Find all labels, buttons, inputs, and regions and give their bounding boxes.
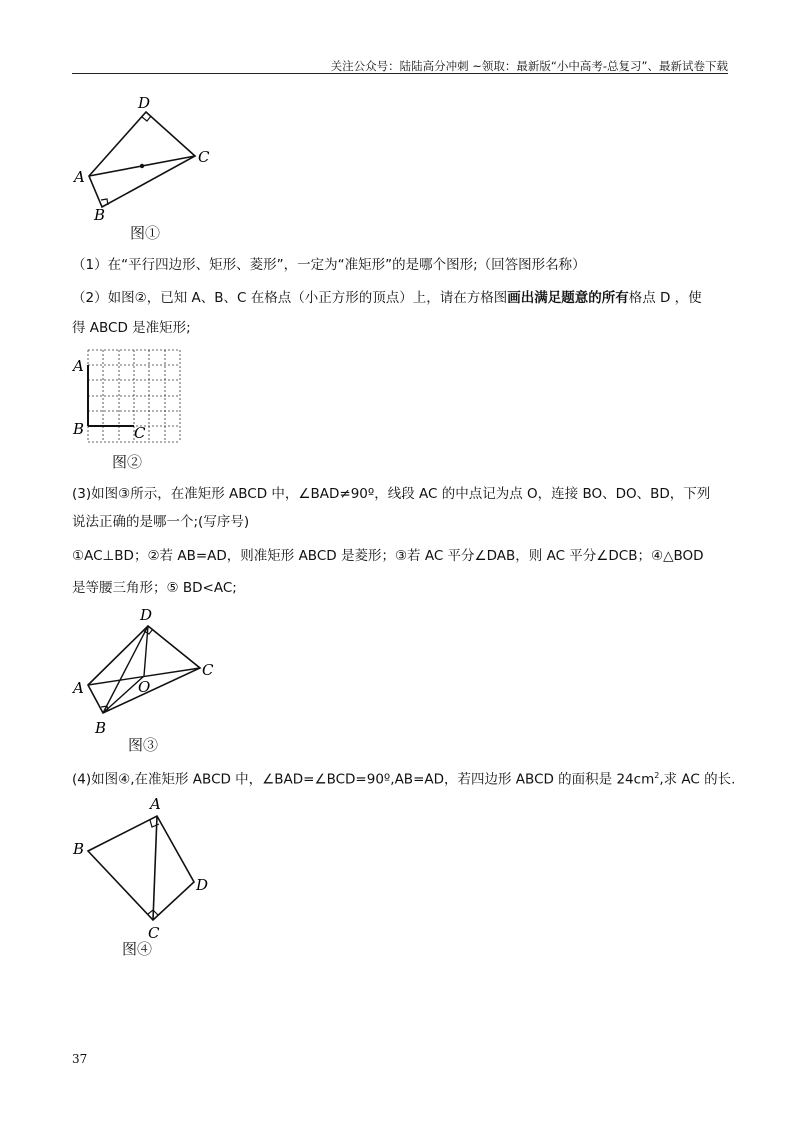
figure-1-point-A: A — [74, 168, 85, 186]
figure-1-point-D: D — [138, 94, 151, 112]
question-2-text-a: （2）如图②，已知 A、B、C 在格点（小正方形的顶点）上，请在方格图 — [72, 290, 508, 306]
question-3-line-4: 是等腰三角形；⑤ BD<AC; — [72, 580, 237, 596]
question-4-text-end: ,求 AC 的长. — [659, 771, 736, 788]
figure-4-point-C: C — [148, 924, 160, 942]
question-3-line-1: (3)如图③所示，在准矩形 ABCD 中，∠BAD≠90º，线段 AC 的中点记为点 O，连接 BO、DO、BD，下列 — [72, 486, 711, 502]
question-1: （1）在“平行四边形、矩形、菱形”，一定为“准矩形”的是哪个图形;（回答图形名称） — [72, 257, 586, 273]
figure-2 — [70, 344, 200, 474]
figure-4-caption: 图④ — [122, 940, 153, 958]
figure-3-point-O: O — [138, 678, 151, 696]
question-3-line-3: ①AC⊥BD；②若 AB=AD，则准矩形 ABCD 是菱形；③若 AC 平分∠DAB，则 AC 平分∠DCB；④△BOD — [72, 548, 704, 564]
question-3-line-2: 说法正确的是哪一个;(写序号) — [72, 514, 250, 530]
question-2-text-b: 格点 D ，使 — [628, 290, 702, 306]
figure-4-point-A: A — [150, 795, 161, 813]
figure-2-grid — [70, 344, 200, 454]
figure-3-point-B: B — [95, 719, 107, 737]
figure-4-point-D: D — [196, 876, 209, 894]
figure-1-caption: 图① — [130, 224, 161, 242]
figure-2-point-B: B — [73, 420, 85, 438]
question-2-bold-text: 画出满足题意的所有 — [507, 290, 629, 306]
figure-3-caption: 图③ — [128, 736, 159, 754]
figure-4-diagram — [70, 794, 230, 944]
header-text: 关注公众号：陆陆高分冲刺 ~领取：最新版“小中高考-总复习”、最新试卷下载 — [330, 59, 728, 73]
figure-3-point-C: C — [202, 661, 214, 679]
figure-3-diagram — [70, 600, 230, 740]
question-2-line-1 — [72, 288, 702, 308]
figure-2-caption: 图② — [112, 453, 143, 471]
figure-1-diagram — [70, 92, 230, 242]
figure-4-point-B: B — [73, 840, 85, 858]
question-4 — [72, 766, 735, 790]
figure-2-point-C: C — [134, 424, 146, 442]
question-4-text: (4)如图④,在准矩形 ABCD 中，∠BAD=∠BCD=90º,AB=AD，若四边形 ABCD 的面积是 24cm — [72, 771, 655, 788]
figure-1 — [70, 92, 230, 242]
figure-3-point-D: D — [140, 606, 153, 624]
figure-2-point-A: A — [73, 357, 84, 375]
question-2-line-2: 得 ABCD 是准矩形; — [72, 320, 191, 336]
figure-3-point-A: A — [73, 679, 84, 697]
figure-3 — [70, 600, 230, 760]
page-number: 37 — [72, 1052, 88, 1066]
figure-1-point-C: C — [198, 148, 210, 166]
figure-4 — [70, 794, 230, 964]
figure-1-point-B: B — [94, 206, 106, 224]
page-header — [0, 0, 800, 80]
header-rule — [72, 73, 728, 74]
question-4-superscript: 2 — [654, 771, 660, 780]
